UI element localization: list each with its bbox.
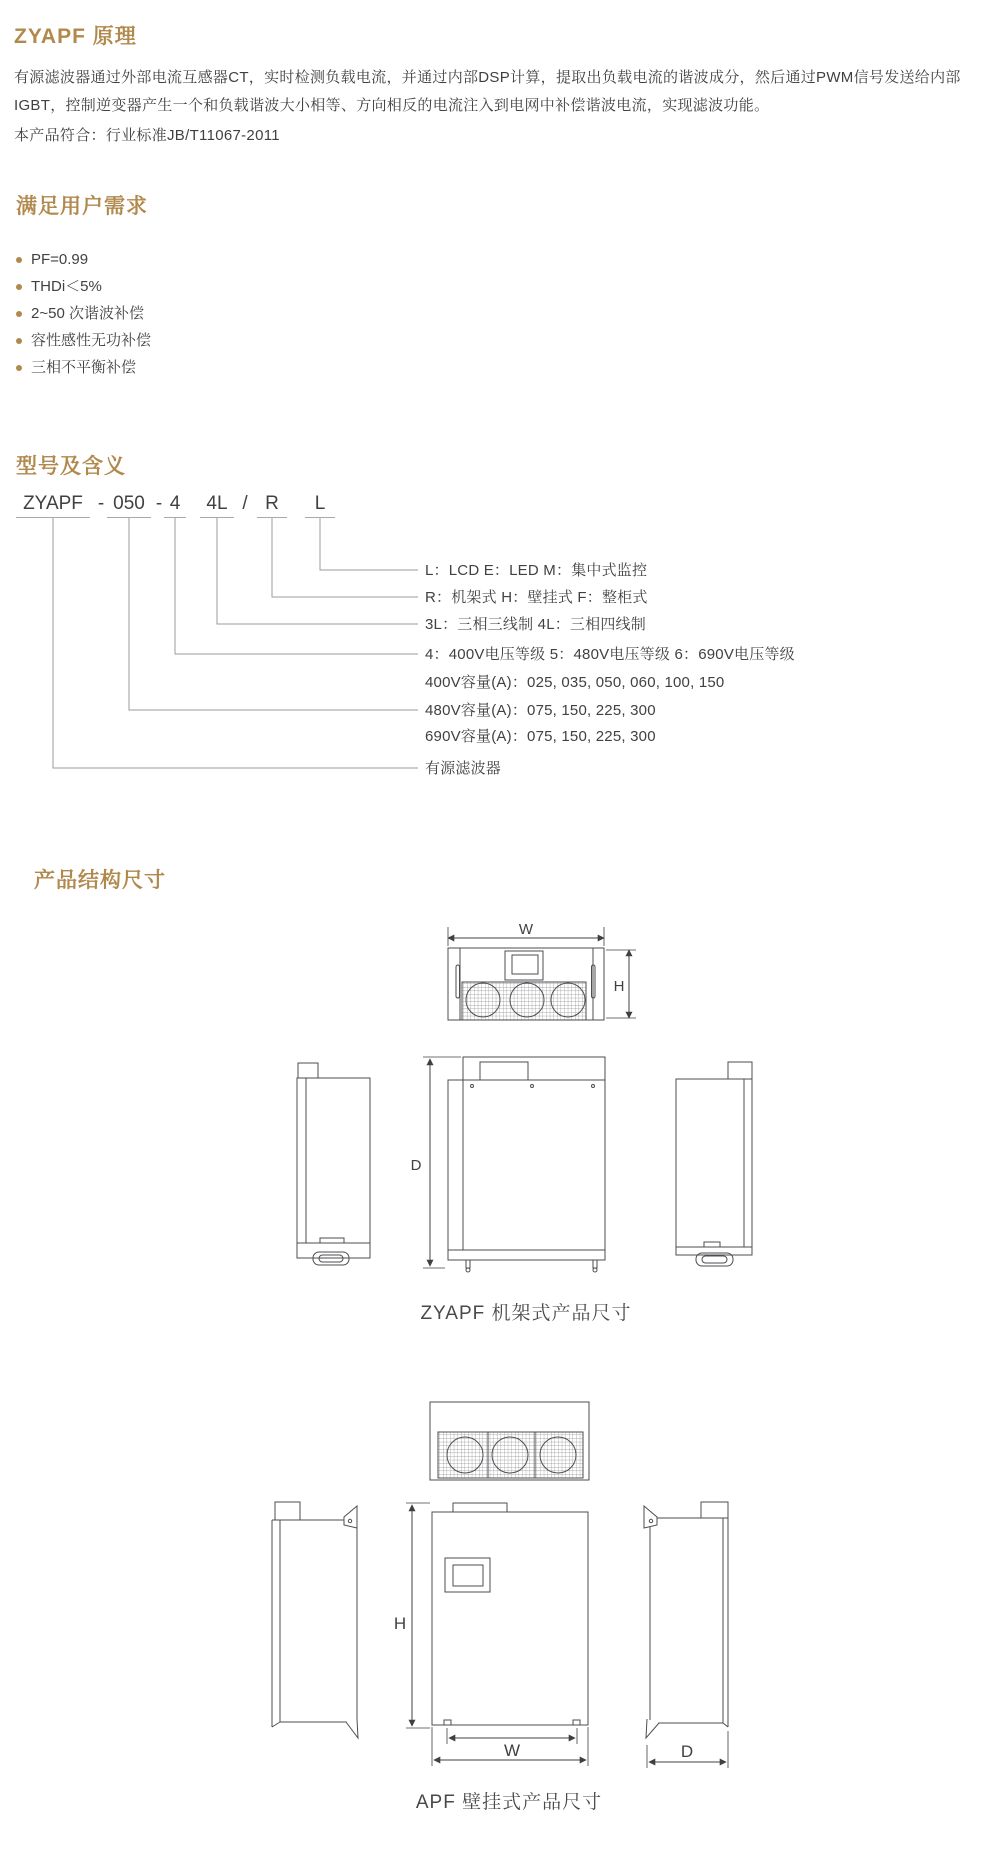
need-label: THDi＜5% <box>31 278 102 295</box>
model-title: 型号及含义 <box>16 455 126 478</box>
legend-cap-690v: 690V容量(A)：075, 150, 225, 300 <box>425 728 656 745</box>
model-leader-lines <box>0 518 440 778</box>
model-code-part: 4 <box>164 492 186 518</box>
model-code-part: 050 <box>107 492 151 518</box>
width-label: W <box>518 921 534 938</box>
mesh-grille <box>438 1432 583 1478</box>
mount-bracket <box>644 1506 657 1528</box>
needs-title: 满足用户需求 <box>16 195 148 218</box>
rack-right-side-view <box>676 1062 752 1266</box>
legend-mounting: R：机架式 H：壁挂式 F：整柜式 <box>425 589 648 606</box>
bullet-dot-icon <box>16 365 22 371</box>
legend-monitor: L：LCD E：LED M：集中式监控 <box>425 562 648 579</box>
bullet-dot-icon <box>16 284 22 290</box>
legend-series: 有源滤波器 <box>425 760 502 777</box>
list-item <box>16 300 144 327</box>
rack-rear-view <box>448 1057 605 1272</box>
compliance-note: 本产品符合：行业标准JB/T11067-2011 <box>14 127 280 144</box>
need-label: 三相不平衡补偿 <box>31 359 137 376</box>
model-code-part: R <box>257 492 287 518</box>
model-code-sep: - <box>97 493 105 514</box>
dimension-d <box>647 1731 728 1768</box>
height-label: H <box>613 978 625 995</box>
rack-side-views-drawing <box>240 1055 760 1275</box>
wall-left-side-view <box>272 1502 358 1738</box>
dimension-h <box>394 1503 430 1728</box>
need-label: PF=0.99 <box>31 251 89 268</box>
legend-voltage: 4：400V电压等级 5：480V电压等级 6：690V电压等级 <box>425 646 795 663</box>
principle-title: ZYAPF 原理 <box>14 25 137 48</box>
need-label: 容性感性无功补偿 <box>31 332 152 349</box>
wall-views-drawing <box>210 1495 750 1790</box>
dimension-w <box>448 921 604 946</box>
bullet-dot-icon <box>16 257 22 263</box>
list-item <box>16 327 151 354</box>
model-code-sep: / <box>242 493 248 514</box>
rack-caption: ZYAPF 机架式产品尺寸 <box>420 1303 632 1324</box>
wall-top-view-drawing <box>425 1395 600 1490</box>
bullet-dot-icon <box>16 338 22 344</box>
bullet-dot-icon <box>16 311 22 317</box>
dimension-h <box>606 950 636 1018</box>
width-label: W <box>503 1741 521 1760</box>
dimension-w <box>432 1727 588 1766</box>
principle-body: 有源滤波器通过外部电流互感器CT，实时检测负载电流，并通过内部DSP计算，提取出负载电流的谐波成分，然后通过PWM信号发送给内部IGBT，控制逆变器产生一个和负载谐波大小相等、方向相反的电流注入到电网中补偿谐波电流，实现滤波功能。 <box>14 69 961 114</box>
legend-wiring: 3L：三相三线制 4L：三相四线制 <box>425 616 646 633</box>
dimension-d <box>411 1057 461 1268</box>
rack-front-view-drawing <box>395 915 665 1050</box>
rack-left-side-view <box>297 1063 370 1265</box>
depth-label: D <box>680 1742 694 1761</box>
list-item <box>16 273 102 300</box>
mount-bracket <box>344 1506 357 1528</box>
wall-front-view <box>432 1503 588 1725</box>
height-label: H <box>393 1614 407 1633</box>
legend-cap-480v: 480V容量(A)：075, 150, 225, 300 <box>425 702 656 719</box>
model-code-sep: - <box>155 493 163 514</box>
model-code-part: L <box>305 492 335 518</box>
dimensions-title: 产品结构尺寸 <box>34 869 166 892</box>
list-item <box>16 354 136 381</box>
model-code-part: ZYAPF <box>16 492 90 518</box>
need-label: 2~50 次谐波补偿 <box>31 305 144 322</box>
model-code-part: 4L <box>200 492 234 518</box>
wall-right-side-view <box>644 1502 728 1738</box>
list-item <box>16 246 88 273</box>
mesh-grille <box>462 982 586 1020</box>
legend-cap-400v: 400V容量(A)：025, 035, 050, 060, 100, 150 <box>425 674 725 691</box>
depth-label: D <box>410 1157 422 1174</box>
wall-caption: APF 壁挂式产品尺寸 <box>415 1792 603 1813</box>
